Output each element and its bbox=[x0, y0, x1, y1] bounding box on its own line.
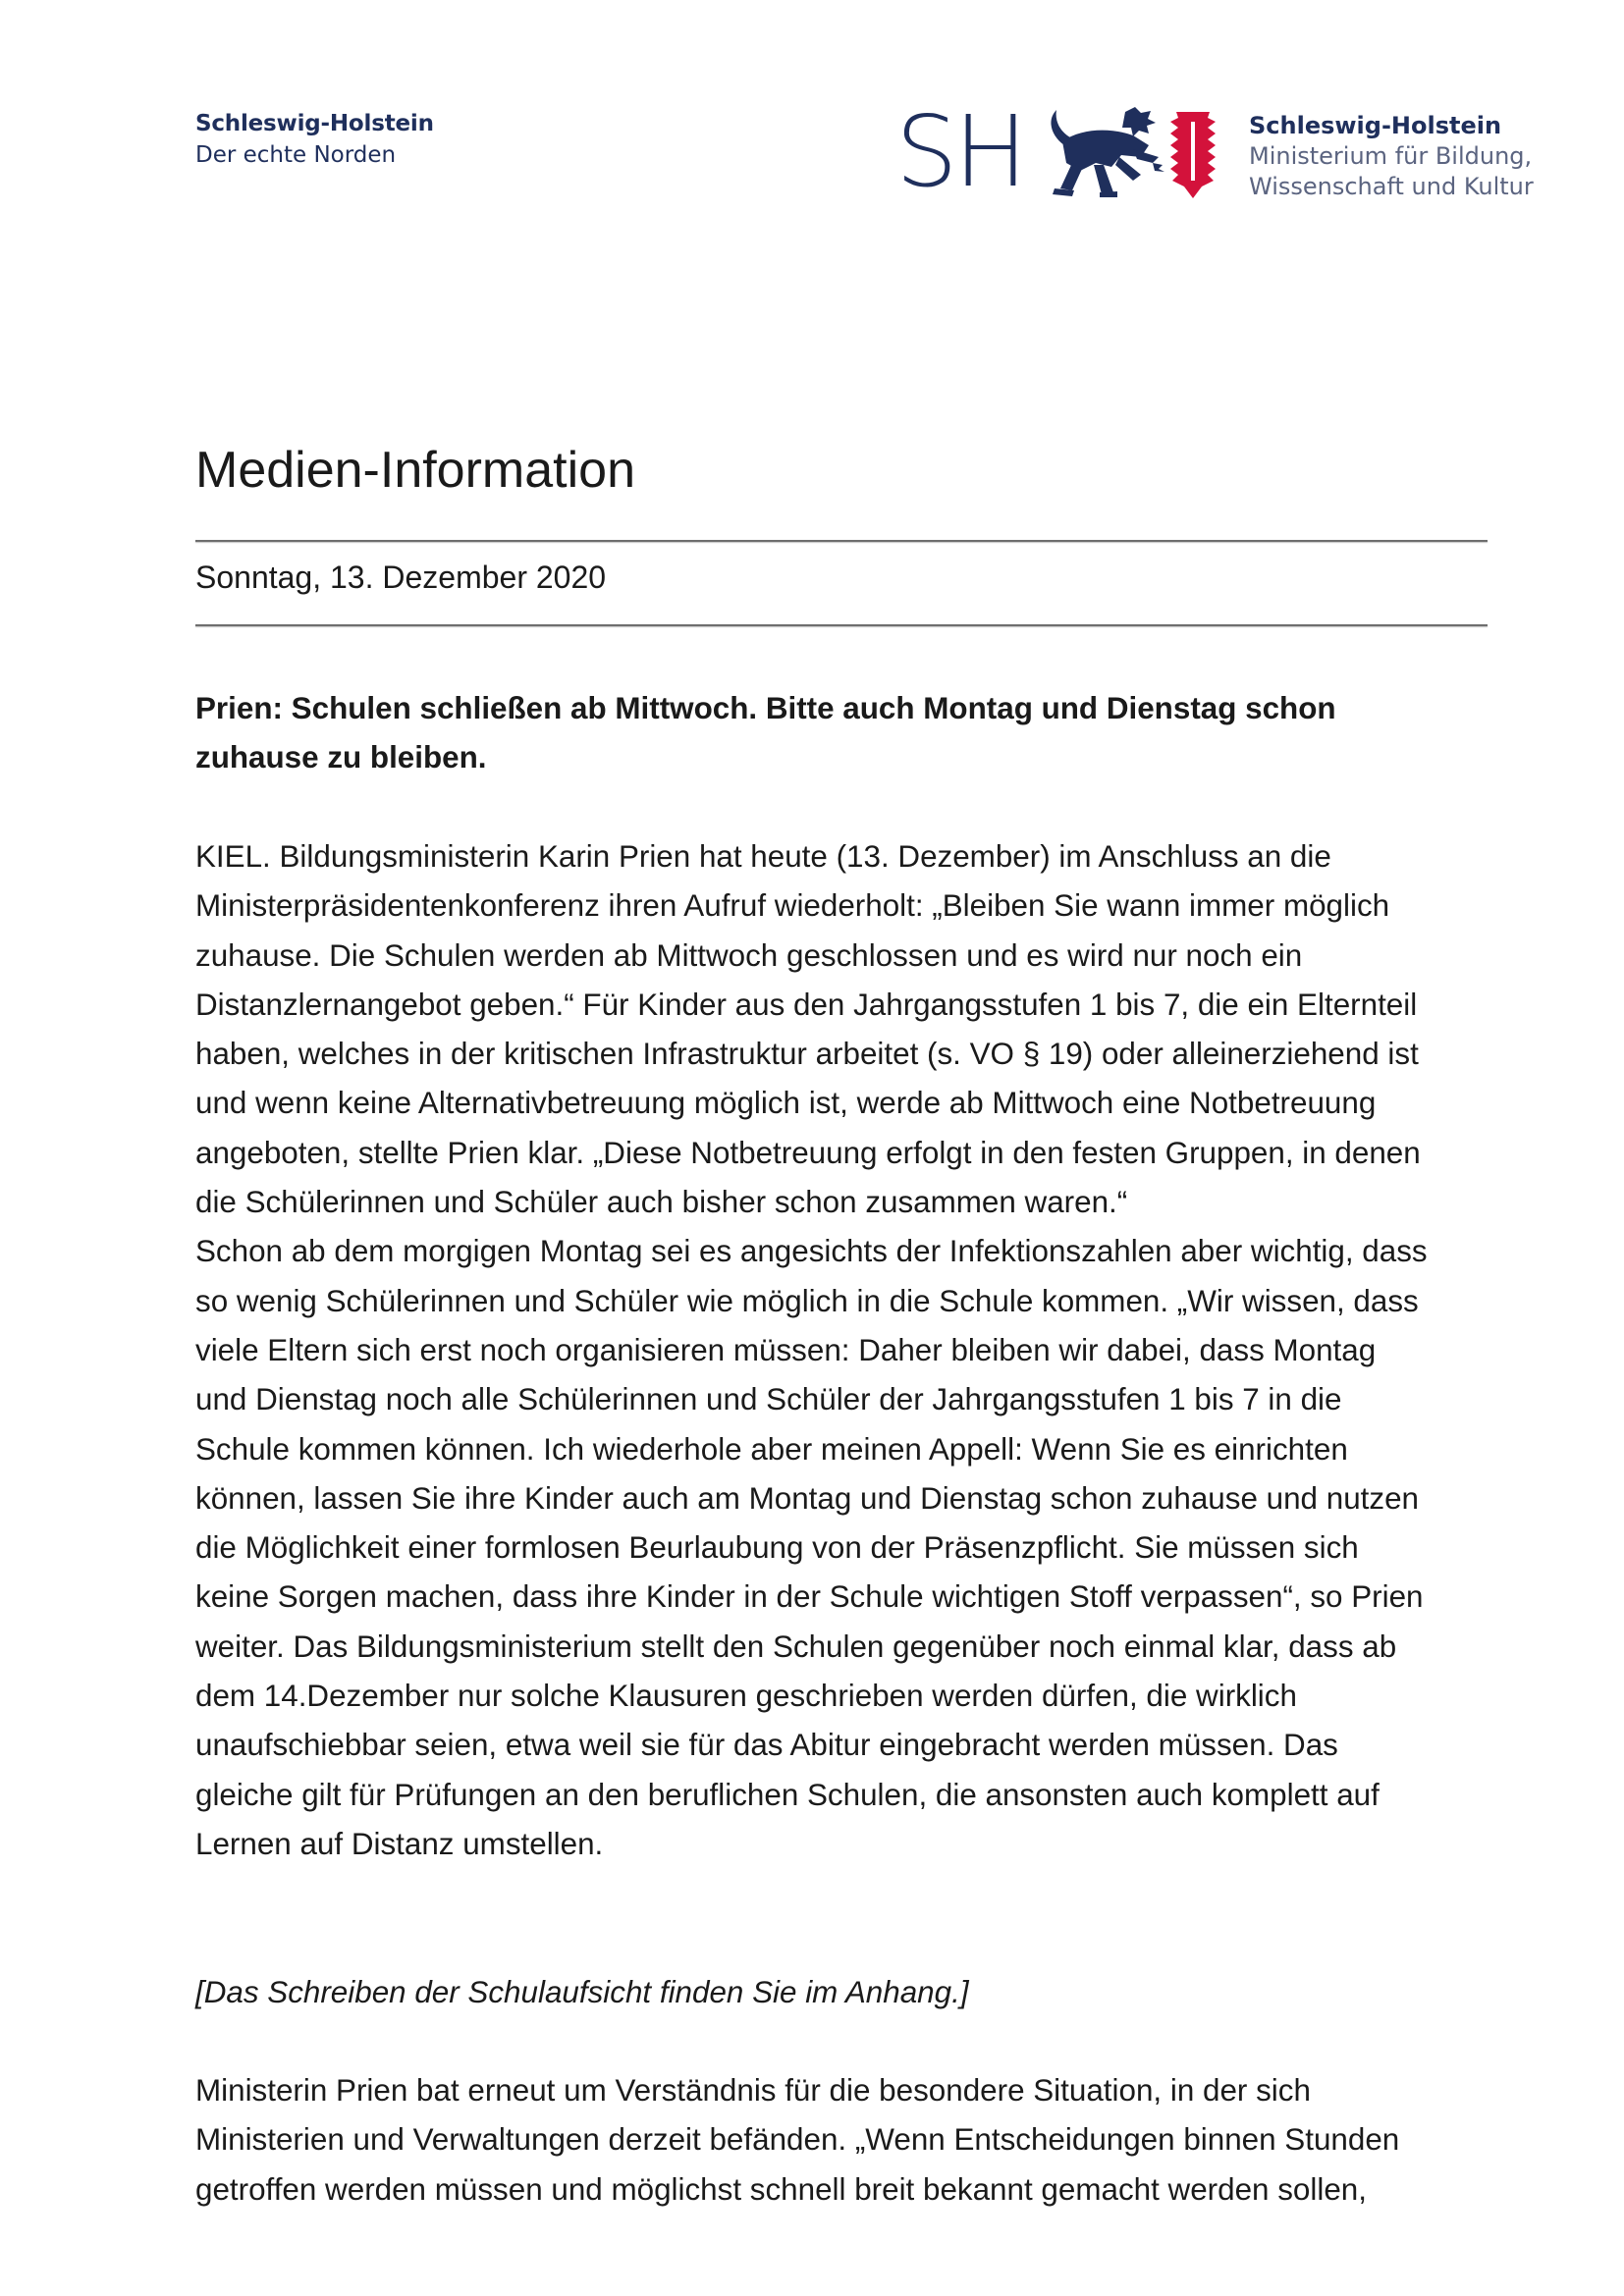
paragraph-line: und wenn keine Alternativbetreuung möglich ist, werde ab Mittwoch eine Notbetreuung bbox=[195, 1086, 1377, 1121]
paragraph-line: gleiche gilt für Prüfungen an den beruflichen Schulen, die ansonsten auch komplett auf bbox=[195, 1777, 1380, 1812]
brand-right-line2: Ministerium für Bildung, bbox=[1249, 142, 1533, 170]
paragraph-line: Distanzlernangebot geben.“ Für Kinder aus den Jahrgangsstufen 1 bis 7, die ein Elternteil bbox=[195, 987, 1418, 1022]
sh-logo-letters: SH bbox=[895, 94, 1024, 209]
paragraph-line: so wenig Schülerinnen und Schüler wie möglich in die Schule kommen. „Wir wissen, dass bbox=[195, 1283, 1419, 1318]
attachment-note: [Das Schreiben der Schulaufsicht finden Sie im Anhang.] bbox=[195, 1975, 969, 2009]
paragraph-line: angeboten, stellte Prien klar. „Diese Notbetreuung erfolgt in den festen Gruppen, in denen bbox=[195, 1135, 1421, 1170]
paragraph-line: können, lassen Sie ihre Kinder auch am Montag und Dienstag schon zuhause und nutzen bbox=[195, 1480, 1419, 1516]
headline bbox=[195, 684, 1531, 783]
paragraph-line: KIEL. Bildungsministerin Karin Prien hat heute (13. Dezember) im Anschluss an die bbox=[195, 839, 1331, 874]
headline-line: zuhause zu bleiben. bbox=[195, 740, 487, 775]
paragraph-line: Ministerien und Verwaltungen derzeit befänden. „Wenn Entscheidungen binnen Stunden bbox=[195, 2122, 1400, 2158]
paragraph-line: Schon ab dem morgigen Montag sei es angesichts der Infektionszahlen aber wichtig, dass bbox=[195, 1234, 1428, 1269]
paragraph-line: weiter. Das Bildungsministerium stellt den Schulen gegenüber noch einmal klar, dass ab bbox=[195, 1629, 1397, 1664]
paragraph-line: dem 14.Dezember nur solche Klausuren geschrieben werden dürfen, die wirklich bbox=[195, 1679, 1297, 1714]
paragraph-line: und Dienstag noch alle Schülerinnen und Schüler der Jahrgangsstufen 1 bis 7 in die bbox=[195, 1382, 1342, 1417]
divider-bottom bbox=[195, 624, 1488, 626]
paragraph-main bbox=[195, 832, 1531, 1869]
brand-left-line1: Schleswig-Holstein bbox=[195, 111, 434, 136]
paragraph-line: viele Eltern sich erst noch organisieren müssen: Daher bleiben wir dabei, dass Montag bbox=[195, 1332, 1377, 1367]
headline-line: Prien: Schulen schließen ab Mittwoch. Bitte auch Montag und Dienstag schon bbox=[195, 691, 1336, 725]
brand-left bbox=[195, 108, 434, 171]
paragraph-line: getroffen werden müssen und möglichst schnell breit bekannt gemacht werden sollen, bbox=[195, 2171, 1367, 2207]
document-title: Medien-Information bbox=[195, 442, 635, 499]
paragraph-line: Ministerpräsidentenkonferenz ihren Aufruf wiederholt: „Bleiben Sie wann immer möglich bbox=[195, 888, 1390, 924]
paragraph-line: die Schülerinnen und Schüler auch bisher schon zusammen waren.“ bbox=[195, 1185, 1128, 1220]
paragraph-line: Schule kommen können. Ich wiederhole aber meinen Appell: Wenn Sie es einrichten bbox=[195, 1431, 1348, 1467]
nettle-leaf-icon bbox=[1168, 112, 1218, 198]
paragraph-line: zuhause. Die Schulen werden ab Mittwoch geschlossen und es wird nur noch ein bbox=[195, 937, 1303, 973]
paragraph-line: haben, welches in der kritischen Infrastruktur arbeitet (s. VO § 19) oder alleinerziehend ist bbox=[195, 1037, 1419, 1072]
brand-right-line1: Schleswig-Holstein bbox=[1249, 112, 1502, 139]
paragraph-line: die Möglichkeit einer formlosen Beurlaubung von der Präsenzpflicht. Sie müssen sich bbox=[195, 1530, 1359, 1566]
brand-right bbox=[1249, 111, 1534, 202]
paragraph-line: Ministerin Prien bat erneut um Verständnis für die besondere Situation, in der sich bbox=[195, 2073, 1311, 2108]
paragraph-2 bbox=[195, 2066, 1531, 2215]
paragraph-line: keine Sorgen machen, dass ihre Kinder in der Schule wichtigen Stoff verpassen“, so Prien bbox=[195, 1579, 1424, 1615]
paragraph-line: Lernen auf Distanz umstellen. bbox=[195, 1826, 604, 1861]
paragraph-line: unaufschiebbar seien, etwa weil sie für das Abitur eingebracht werden müssen. Das bbox=[195, 1728, 1338, 1763]
document-date: Sonntag, 13. Dezember 2020 bbox=[195, 560, 607, 595]
lion-icon bbox=[1043, 106, 1170, 198]
brand-left-line2: Der echte Norden bbox=[195, 142, 397, 168]
divider-top bbox=[195, 540, 1488, 542]
brand-right-line3: Wissenschaft und Kultur bbox=[1249, 173, 1534, 200]
